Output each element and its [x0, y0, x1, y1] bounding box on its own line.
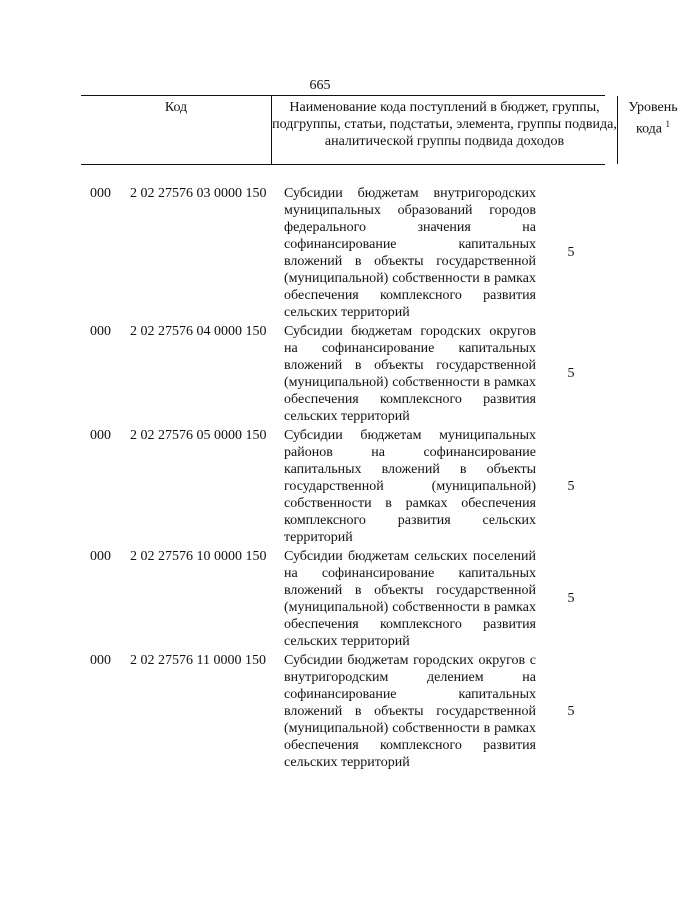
table-row: [0, 652, 640, 771]
row-level: 5: [567, 591, 575, 606]
row-description: Субсидии бюджетам сельских поселений на софинансирование капитальных вложений в объекты государственной (муниципальной) собственности в рамках обеспечения комплексного развития сельских территорий: [284, 549, 536, 649]
row-admin-code: 000: [90, 324, 111, 339]
header-name: Наименование кода поступлений в бюджет, группы, подгруппы, статьи, подстатьи, элемента, группы подвида, аналитической группы подвида доходов: [271, 96, 618, 164]
row-level: 5: [567, 366, 575, 381]
row-level: 5: [567, 478, 575, 494]
row-admin-code: 000: [90, 653, 111, 668]
row-description: Субсидии бюджетам внутригородских муниципальных образований городов федерального значения на софинансирование капитальных вложений в объекты государственной (муниципальной) собственности в рамках обеспечения комплексного развития сельских территорий: [284, 186, 536, 320]
row-level: 5: [567, 703, 575, 719]
row-revenue-code: 2 02 27576 05 0000 150: [130, 428, 267, 443]
row-revenue-code: 2 02 27576 10 0000 150: [130, 549, 267, 564]
table-row: [0, 427, 640, 546]
header-level-label: Уровень код: [628, 100, 678, 137]
header-level-footnote: 1: [665, 119, 671, 129]
table-row: [0, 185, 640, 321]
header-level-tail: а: [655, 121, 663, 137]
header-code: Код: [164, 100, 188, 115]
table-header: [81, 95, 678, 165]
row-admin-code: 000: [90, 428, 111, 443]
table-body: [0, 185, 640, 773]
row-admin-code: 000: [90, 186, 111, 201]
row-description: Субсидии бюджетам городских округов с внутригородским делением на софинансирование капитальных вложений в объекты государственной (муниципальной) собственности в рамках обеспечения комплексного развития сельских территорий: [284, 653, 536, 770]
page-number: 665: [309, 78, 331, 93]
row-revenue-code: 2 02 27576 04 0000 150: [130, 324, 267, 339]
row-admin-code: 000: [90, 549, 111, 564]
row-description: Субсидии бюджетам муниципальных районов на софинансирование капитальных вложений в объекты государственной (муниципальной) собственности в рамках обеспечения комплексного развития сельских территорий: [284, 428, 536, 545]
row-level: 5: [567, 245, 575, 260]
table-row: [0, 548, 640, 650]
table-row: [0, 323, 640, 425]
row-revenue-code: 2 02 27576 03 0000 150: [130, 186, 267, 201]
row-revenue-code: 2 02 27576 11 0000 150: [130, 653, 266, 668]
header-level: [618, 96, 688, 167]
row-description: Субсидии бюджетам городских округов на софинансирование капитальных вложений в объекты государственной (муниципальной) собственности в рамках обеспечения комплексного развития сельских территорий: [284, 324, 536, 424]
